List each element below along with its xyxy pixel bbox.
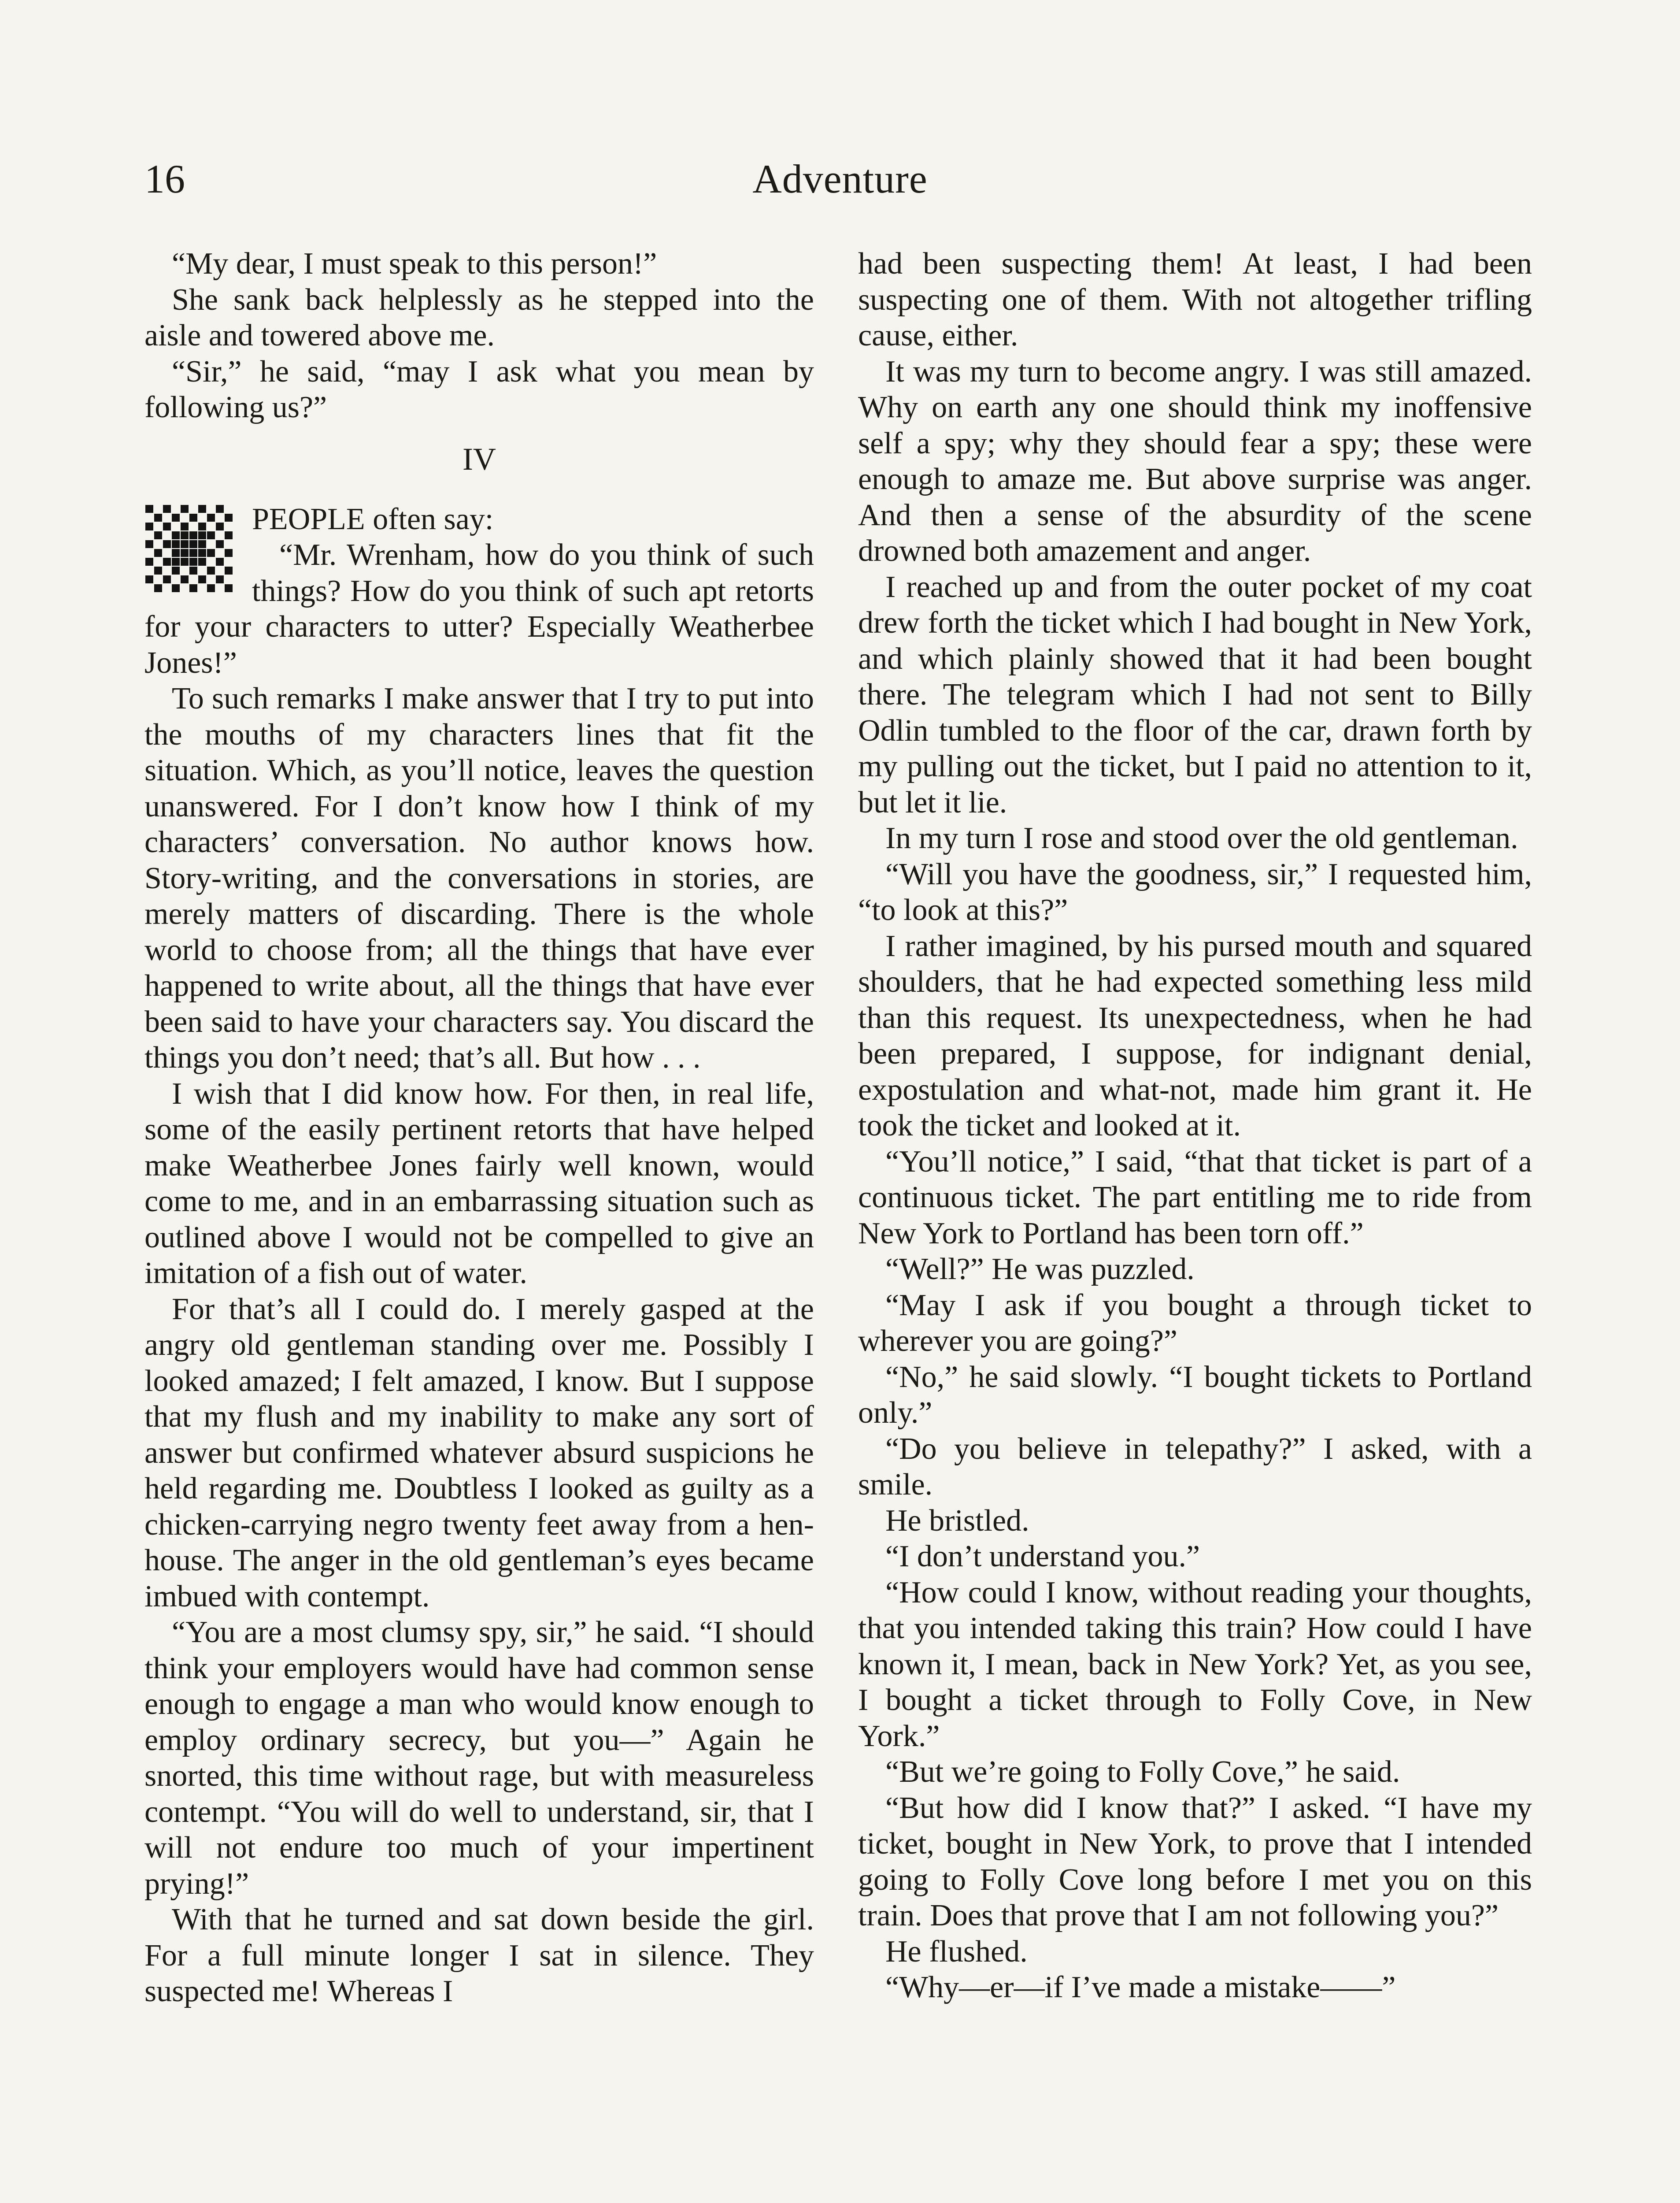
paragraph: “Mr. Wrenham, how do you think of such things? How do you think of such apt retorts for your characters to utter? Especially Weatherbee Jones!” — [144, 538, 814, 680]
paragraph: “You’ll notice,” I said, “that that ticket is part of a continuous ticket. The part entitling me to ride from New York to Portland has been torn off.” — [858, 1144, 1532, 1250]
ornament-square — [225, 514, 233, 522]
paragraph: “Do you believe in telepathy?” I asked, with a smile. — [858, 1432, 1532, 1502]
ornament-square — [225, 549, 233, 557]
continued-paragraph: had been suspecting them! At least, I had been suspecting one of them. With not altogether trifling cause, either. — [858, 247, 1532, 352]
ornament-square — [198, 523, 206, 530]
paragraph: “Will you have the goodness, sir,” I requested him, “to look at this?” — [858, 857, 1532, 927]
ornament-square — [181, 540, 189, 548]
ornament-square — [216, 575, 224, 583]
ornament-square — [198, 531, 206, 539]
ornament-square — [225, 584, 233, 592]
ornament-square — [145, 523, 153, 530]
ornament-square — [154, 514, 162, 522]
paragraph: “No,” he said slowly. “I bought tickets to Portland only.” — [858, 1360, 1532, 1430]
ornament-square — [181, 575, 189, 583]
paragraph: I wish that I did know how. For then, in real life, some of the easily pertinent retorts that have helped make Weatherbee Jones fairly well known, would come to me, and in an embarrassing situation such as outlined above I would not be compelled to give an imitation of a fish out of water. — [144, 1076, 814, 1290]
ornament-square — [145, 505, 153, 513]
ornament-square — [189, 549, 197, 557]
ornament-square — [189, 514, 197, 522]
paragraph: “You are a most clumsy spy, sir,” he said. “I should think your employers would have had common sense enough to engage a man who would know enough to employ ordinary secrecy, but you—” Again he snorted, this time without rage, but with measureless contempt. “You will do well to understand, sir, that I will not endure too much of your impertinent prying!” — [144, 1615, 814, 1901]
dropcap-paragraph: PEOPLE often say: — [252, 502, 494, 536]
ornament-square — [181, 549, 189, 557]
ornament-square — [207, 514, 215, 522]
running-head: Adventure — [752, 156, 928, 201]
ornament-square — [163, 575, 171, 583]
ornament-square — [225, 531, 233, 539]
ornament-square — [154, 549, 162, 557]
ornament-square — [154, 567, 162, 575]
ornament-square — [189, 567, 197, 575]
checkered-ornament-icon — [144, 505, 236, 593]
ornament-square — [181, 531, 189, 539]
paragraph: To such remarks I make answer that I try to put into the mouths of my characters lines that fit the situation. Which, as you’ll notice, leaves the question unanswered. For I don’t know how I think of my characters’ conversation. No author knows how. Story-writing, and the conversations in stories, are merely matters of discarding. There is the whole world to choose from; all the things that have ever happened to write about, all the things that have ever been said to have your characters say. You discard the things you don’t need; that’s all. But how . . . — [144, 682, 814, 1075]
paragraph: I reached up and from the outer pocket of my coat drew forth the ticket which I had bought in New York, and which plainly showed that it had been bought there. The telegram which I had not sent to Billy Odlin tumbled to the floor of the car, drawn forth by my pulling out the ticket, but I paid no attention to it, but let it lie. — [858, 570, 1532, 820]
ornament-square — [163, 505, 171, 513]
ornament-square — [216, 523, 224, 530]
paragraph: With that he turned and sat down beside the girl. For a full minute longer I sat in silence. They suspected me! Whereas I — [144, 1903, 814, 2008]
paragraph: “How could I know, without reading your thoughts, that you intended taking this train? How could I have known it, I mean, back in New York? Yet, as you see, I bought a ticket through to Folly Cove, in New York.” — [858, 1575, 1532, 1753]
ornament-square — [145, 540, 153, 548]
ornament-square — [216, 505, 224, 513]
ornament-square — [207, 584, 215, 592]
ornament-square — [163, 558, 171, 566]
ornament-square — [172, 531, 180, 539]
section-heading: IV — [463, 441, 496, 477]
ornament-square — [189, 584, 197, 592]
ornament-square — [163, 540, 171, 548]
paragraph: It was my turn to become angry. I was still amazed. Why on earth any one should think my inoffensive self a spy; why they should fear a spy; these were enough to amaze me. But above surprise was anger. And then a sense of the absurdity of the scene drowned both amazement and anger. — [858, 354, 1532, 568]
paragraph: For that’s all I could do. I merely gasped at the angry old gentleman standing over me. Possibly I looked amazed; I felt amazed, I know. But I suppose that my flush and my inability to make any sort of answer but confirmed whatever absurd suspicions he held regarding me. Doubtless I looked as guilty as a chicken-carrying negro twenty feet away from a hen-house. The anger in the old gentleman’s eyes became imbued with contempt. — [144, 1292, 814, 1613]
ornament-square — [172, 514, 180, 522]
ornament-square — [189, 558, 197, 566]
ornament-square — [154, 531, 162, 539]
paragraph: “My dear, I must speak to this person!” — [172, 247, 657, 281]
paragraph: “May I ask if you bought a through ticket to wherever you are going?” — [858, 1288, 1532, 1358]
ornament-square — [154, 584, 162, 592]
paragraph: “Sir,” he said, “may I ask what you mean by following us?” — [144, 354, 814, 424]
ornament-square — [198, 558, 206, 566]
ornament-square — [216, 540, 224, 548]
ornament-square — [225, 567, 233, 575]
ornament-square — [198, 549, 206, 557]
right-column — [858, 246, 1532, 2006]
ornament-square — [172, 567, 180, 575]
paragraph: “But how did I know that?” I asked. “I have my ticket, bought in New York, to prove that I intended going to Folly Cove long before I met you on this train. Does that prove that I am not following you?” — [858, 1791, 1532, 1932]
paragraph: He bristled. — [885, 1503, 1029, 1538]
paragraph: “Well?” He was puzzled. — [885, 1252, 1195, 1286]
ornament-square — [181, 558, 189, 566]
paragraph: In my turn I rose and stood over the old gentleman. — [885, 821, 1518, 855]
ornament-square — [189, 540, 197, 548]
ornament-square — [172, 558, 180, 566]
ornament-square — [216, 558, 224, 566]
ornament-square — [172, 549, 180, 557]
paragraph: “But we’re going to Folly Cove,” he said. — [885, 1755, 1400, 1789]
paragraph: I rather imagined, by his pursed mouth and squared shoulders, that he had expected something less mild than this request. Its unexpectedness, when he had been prepared, I suppose, for indignant denial, expostulation and what-not, made him grant it. He took the ticket and looked at it. — [858, 929, 1532, 1142]
paragraph: “Why—er—if I’ve made a mistake——” — [885, 1970, 1396, 2004]
paragraph: “I don’t understand you.” — [885, 1539, 1200, 1573]
dropcap-block — [144, 501, 814, 681]
ornament-square — [207, 531, 215, 539]
ornament-square — [181, 505, 189, 513]
ornament-square — [145, 558, 153, 566]
ornament-square — [198, 505, 206, 513]
ornament-square — [198, 540, 206, 548]
ornament-square — [198, 575, 206, 583]
ornament-square — [207, 549, 215, 557]
ornament-square — [181, 523, 189, 530]
ornament-square — [172, 584, 180, 592]
ornament-square — [189, 531, 197, 539]
paragraph: He flushed. — [885, 1934, 1028, 1969]
ornament-square — [145, 575, 153, 583]
ornament-square — [207, 567, 215, 575]
paragraph: She sank back helplessly as he stepped into the aisle and towered above me. — [144, 282, 814, 352]
ornament-square — [172, 540, 180, 548]
left-column — [144, 246, 814, 2010]
ornament-square — [163, 523, 171, 530]
page-number: 16 — [144, 156, 185, 201]
